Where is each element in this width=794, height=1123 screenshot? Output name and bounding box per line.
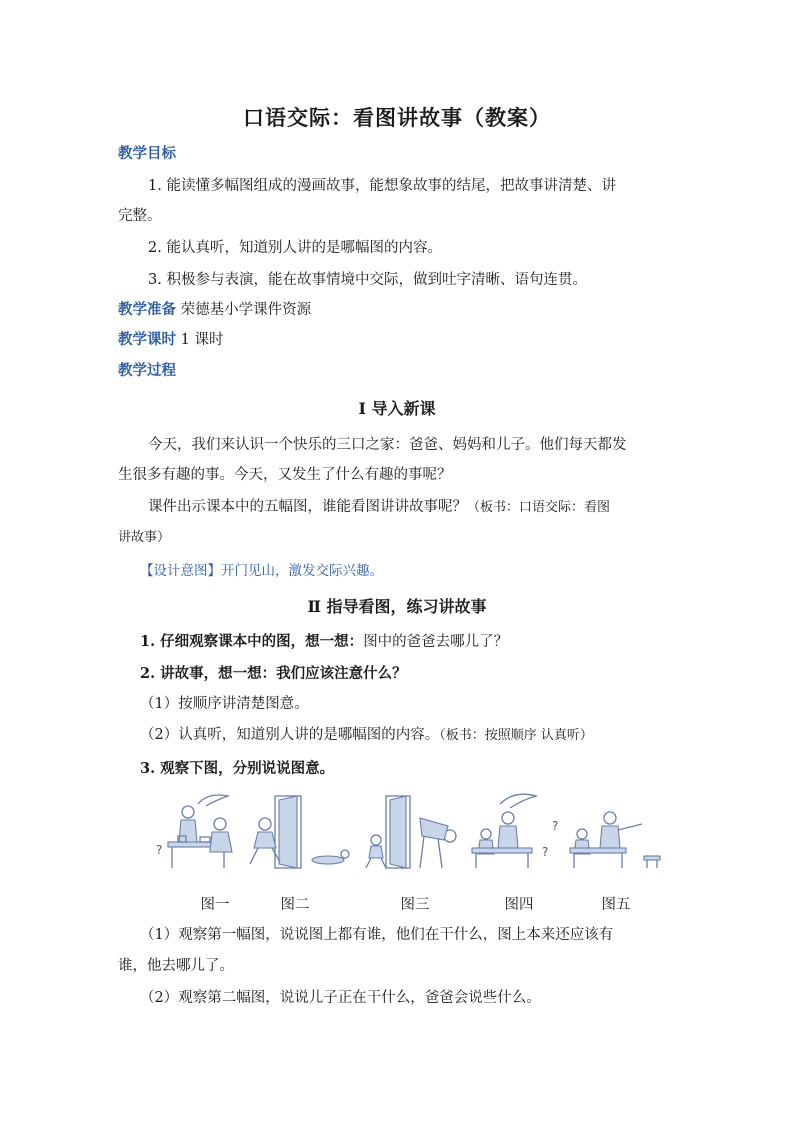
caption-figure-2: 图二 [280, 897, 310, 913]
section1-p2a [148, 497, 708, 518]
question-1-rest: 图中的爸爸去哪儿了？ [363, 634, 509, 650]
panel-4-drawing [472, 794, 548, 868]
comic-strip-illustration [150, 790, 670, 875]
observe-1a: （1）观察第一幅图，说说图上都有谁，他们在干什么，图上本来还应该有 [140, 927, 614, 943]
section1-title: Ⅰ 导入新课 [358, 399, 436, 418]
board-note-1: （板书：口语交际：看图 [467, 500, 611, 515]
caption-figure-3: 图三 [400, 897, 430, 913]
hours-heading: 教学课时 [118, 331, 176, 348]
prep-row [118, 300, 678, 320]
design-intent: 【设计意图】开门见山，激发交际兴趣。 [140, 563, 383, 579]
prep-value: 荣德基小学课件资源 [180, 302, 312, 318]
hours-row [118, 330, 678, 350]
hours-value: 1 课时 [180, 332, 224, 348]
observe-1b: 谁，他去哪儿了。 [118, 958, 234, 974]
process-heading: 教学过程 [118, 362, 176, 379]
question-2-b [140, 725, 700, 746]
question-3: 3. 观察下图，分别说说图意。 [140, 760, 335, 777]
question-mark-2: ? [542, 845, 549, 859]
caption-figure-1: 图一 [200, 897, 230, 913]
board-note-2: （板书：按照顺序 认真听） [439, 728, 593, 743]
observe-2: （2）观察第二幅图，说说儿子正在干什么，爸爸会说些什么。 [140, 990, 541, 1006]
section1-p1a: 今天，我们来认识一个快乐的三口之家：爸爸、妈妈和儿子。他们每天都发 [148, 437, 627, 453]
goal-item-2: 2. 能认真听，知道别人讲的是哪幅图的内容。 [148, 240, 442, 256]
goal-item-1-cont: 完整。 [118, 208, 162, 224]
prep-heading: 教学准备 [118, 301, 176, 318]
panel-1-drawing [156, 795, 232, 868]
question-mark-3: ? [552, 819, 559, 833]
question-2-b-text: （2）认真听，知道别人讲的是哪幅图的内容。 [140, 727, 440, 743]
question-mark-1: ? [156, 843, 163, 857]
question-2-a: （1）按顺序讲清楚图意。 [140, 696, 309, 712]
question-2: 2. 讲故事，想一想：我们应该注意什么？ [140, 665, 407, 682]
page-title: 口语交际：看图讲故事（教案） [243, 105, 551, 130]
question-1-bold: 1. 仔细观察课本中的图，想一想： [140, 633, 364, 650]
section1-p1b: 生很多有趣的事。今天，又发生了什么有趣的事呢？ [118, 467, 452, 483]
section1-p2b: 讲故事） [118, 530, 171, 545]
section1-p2a-text: 课件出示课本中的五幅图，谁能看图讲讲故事呢？ [148, 499, 467, 515]
panel-5-drawing [552, 812, 660, 868]
goal-item-1: 1. 能读懂多幅图组成的漫画故事，能想象故事的结尾，把故事讲清楚、讲 [148, 178, 616, 194]
panel-3-drawing [366, 796, 456, 868]
panel-2-drawing [250, 796, 349, 868]
goals-heading: 教学目标 [118, 145, 176, 162]
caption-figure-5: 图五 [601, 897, 631, 913]
caption-figure-4: 图四 [504, 897, 534, 913]
goal-item-3: 3. 积极参与表演，能在故事情境中交际，做到吐字清晰、语句连贯。 [148, 272, 587, 288]
section2-title: Ⅱ 指导看图，练习讲故事 [307, 597, 487, 616]
question-1 [140, 632, 700, 652]
